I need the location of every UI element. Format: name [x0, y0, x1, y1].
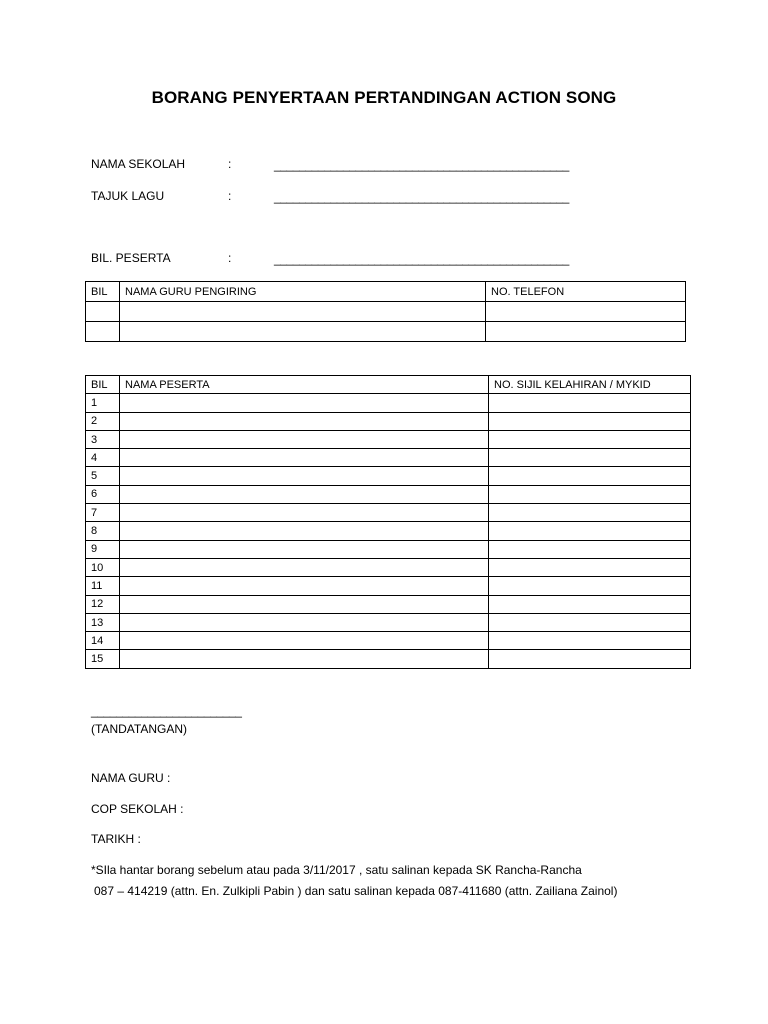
participant-name-cell[interactable] — [120, 540, 489, 558]
participant-count-label: BIL. PESERTA — [91, 251, 171, 265]
table-row — [86, 322, 686, 342]
submission-note-line-2: 087 – 414219 (attn. En. Zulkipli Pabin ) dan satu salinan kepada 087-411680 (attn. Zailiana Zainol) — [94, 884, 618, 898]
teacher-name-label: NAMA GURU : — [91, 771, 171, 785]
birth-cert-cell[interactable] — [489, 577, 691, 595]
participant-name-cell[interactable] — [120, 613, 489, 631]
participant-count-blank[interactable]: _______________________________________________ — [274, 252, 569, 266]
participant-name-cell[interactable] — [120, 485, 489, 503]
song-title-label: TAJUK LAGU — [91, 189, 165, 203]
teacher-table — [85, 281, 686, 342]
row-number: 14 — [86, 632, 120, 650]
row-number: 2 — [86, 412, 120, 430]
school-name-colon: : — [228, 157, 232, 171]
participant-name-cell[interactable] — [120, 467, 489, 485]
row-number: 5 — [86, 467, 120, 485]
row-number: 4 — [86, 449, 120, 467]
header-participant-name: NAMA PESERTA — [120, 376, 489, 394]
birth-cert-cell[interactable] — [489, 650, 691, 668]
birth-cert-cell[interactable] — [489, 632, 691, 650]
table-row — [86, 449, 691, 467]
row-number: 6 — [86, 485, 120, 503]
birth-cert-cell[interactable] — [489, 613, 691, 631]
school-stamp-label: COP SEKOLAH : — [91, 802, 184, 816]
school-name-blank[interactable]: _______________________________________________ — [274, 158, 569, 172]
table-row — [86, 430, 691, 448]
table-row — [86, 522, 691, 540]
date-label: TARIKH : — [91, 832, 141, 846]
song-title-colon: : — [228, 189, 232, 203]
teacher-bil-cell[interactable] — [86, 322, 120, 342]
table-row — [86, 613, 691, 631]
row-number: 15 — [86, 650, 120, 668]
participant-name-cell[interactable] — [120, 595, 489, 613]
participant-name-cell[interactable] — [120, 449, 489, 467]
row-number: 7 — [86, 504, 120, 522]
header-birth-cert: NO. SIJIL KELAHIRAN / MYKID — [489, 376, 691, 394]
participant-name-cell[interactable] — [120, 650, 489, 668]
song-title-blank[interactable]: _______________________________________________ — [274, 190, 569, 204]
table-row — [86, 595, 691, 613]
participant-name-cell[interactable] — [120, 412, 489, 430]
birth-cert-cell[interactable] — [489, 595, 691, 613]
school-name-label: NAMA SEKOLAH — [91, 157, 186, 171]
header-teacher-name: NAMA GURU PENGIRING — [120, 282, 486, 302]
table-row — [86, 577, 691, 595]
row-number: 13 — [86, 613, 120, 631]
birth-cert-cell[interactable] — [489, 522, 691, 540]
birth-cert-cell[interactable] — [489, 540, 691, 558]
teacher-name-cell[interactable] — [120, 322, 486, 342]
row-number: 10 — [86, 558, 120, 576]
signature-label: (TANDATANGAN) — [91, 722, 187, 736]
header-phone: NO. TELEFON — [486, 282, 686, 302]
teacher-name-cell[interactable] — [120, 302, 486, 322]
row-number: 3 — [86, 430, 120, 448]
participant-name-cell[interactable] — [120, 522, 489, 540]
table-row — [86, 467, 691, 485]
birth-cert-cell[interactable] — [489, 558, 691, 576]
teacher-bil-cell[interactable] — [86, 302, 120, 322]
participant-name-cell[interactable] — [120, 577, 489, 595]
submission-note-line-1: *SIla hantar borang sebelum atau pada 3/11/2017 , satu salinan kepada SK Rancha-Rancha — [91, 863, 582, 877]
table-row — [86, 394, 691, 412]
table-row — [86, 558, 691, 576]
row-number: 12 — [86, 595, 120, 613]
table-row — [86, 632, 691, 650]
table-row — [86, 540, 691, 558]
table-row — [86, 302, 686, 322]
header-bil: BIL — [86, 376, 120, 394]
table-row — [86, 650, 691, 668]
participant-name-cell[interactable] — [120, 430, 489, 448]
birth-cert-cell[interactable] — [489, 504, 691, 522]
participant-count-colon: : — [228, 251, 232, 265]
birth-cert-cell[interactable] — [489, 485, 691, 503]
table-row — [86, 412, 691, 430]
teacher-phone-cell[interactable] — [486, 302, 686, 322]
table-row — [86, 504, 691, 522]
birth-cert-cell[interactable] — [489, 394, 691, 412]
participant-name-cell[interactable] — [120, 394, 489, 412]
teacher-table-header — [86, 282, 686, 302]
table-row — [86, 485, 691, 503]
row-number: 1 — [86, 394, 120, 412]
header-bil: BIL — [86, 282, 120, 302]
birth-cert-cell[interactable] — [489, 430, 691, 448]
teacher-phone-cell[interactable] — [486, 322, 686, 342]
participant-name-cell[interactable] — [120, 558, 489, 576]
birth-cert-cell[interactable] — [489, 412, 691, 430]
signature-line[interactable]: ________________________ — [91, 704, 242, 718]
participant-name-cell[interactable] — [120, 504, 489, 522]
form-title: BORANG PENYERTAAN PERTANDINGAN ACTION SONG — [151, 88, 617, 107]
row-number: 11 — [86, 577, 120, 595]
row-number: 8 — [86, 522, 120, 540]
participant-table — [85, 375, 691, 669]
birth-cert-cell[interactable] — [489, 467, 691, 485]
birth-cert-cell[interactable] — [489, 449, 691, 467]
participant-name-cell[interactable] — [120, 632, 489, 650]
participant-table-header — [86, 376, 691, 394]
row-number: 9 — [86, 540, 120, 558]
